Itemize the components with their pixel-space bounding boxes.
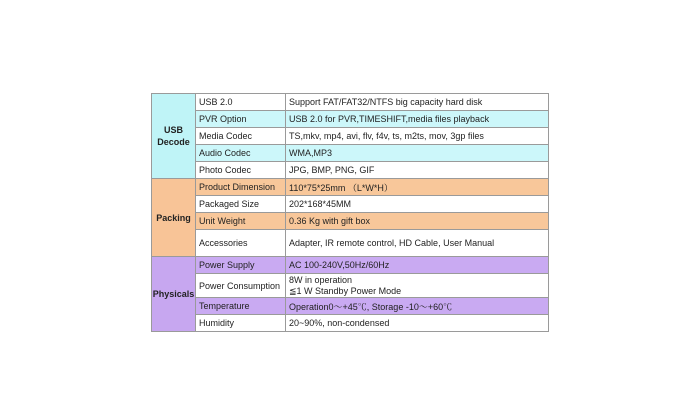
spec-row-power-supply	[152, 257, 549, 274]
spec-value: 202*168*45MM	[286, 196, 549, 213]
spec-label: Audio Codec	[196, 145, 286, 162]
spec-value: 0.36 Kg with gift box	[286, 213, 549, 230]
spec-label: USB 2.0	[196, 94, 286, 111]
spec-value: 20~90%, non-condensed	[286, 315, 549, 332]
spec-row-pvr-option	[152, 111, 549, 128]
category-physicals: Physicals	[152, 257, 196, 332]
spec-row-photo-codec	[152, 162, 549, 179]
spec-label: Photo Codec	[196, 162, 286, 179]
spec-value-line-2: ≦1 W Standby Power Mode	[289, 285, 402, 296]
spec-label: Power Consumption	[196, 274, 286, 298]
spec-label: Temperature	[196, 298, 286, 315]
spec-row-temperature	[152, 298, 549, 315]
spec-label: Humidity	[196, 315, 286, 332]
spec-label: Unit Weight	[196, 213, 286, 230]
spec-value	[286, 274, 549, 298]
spec-label: Media Codec	[196, 128, 286, 145]
spec-row-unit-weight	[152, 213, 549, 230]
spec-row-humidity	[152, 315, 549, 332]
spec-value: AC 100-240V,50Hz/60Hz	[286, 257, 549, 274]
spec-row-product-dimension	[152, 179, 549, 196]
spec-label: PVR Option	[196, 111, 286, 128]
spec-row-media-codec	[152, 128, 549, 145]
spec-row-power-consumption	[152, 274, 549, 298]
spec-row-audio-codec	[152, 145, 549, 162]
spec-row-usb-2-0	[152, 94, 549, 111]
category-usb-decode: USB Decode	[152, 94, 196, 179]
spec-label: Product Dimension	[196, 179, 286, 196]
spec-value: Support FAT/FAT32/NTFS big capacity hard disk	[286, 94, 549, 111]
spec-value: TS,mkv, mp4, avi, flv, f4v, ts, m2ts, mov, 3gp files	[286, 128, 549, 145]
spec-value: WMA,MP3	[286, 145, 549, 162]
spec-value: 110*75*25mm （L*W*H）	[286, 179, 549, 196]
spec-label: Power Supply	[196, 257, 286, 274]
spec-row-packaged-size	[152, 196, 549, 213]
spec-value: Operation0～+45℃, Storage -10～+60℃	[286, 298, 549, 315]
category-packing: Packing	[152, 179, 196, 257]
spec-value-line-1: 8W in operation	[289, 274, 353, 285]
spec-value: JPG, BMP, PNG, GIF	[286, 162, 549, 179]
spec-table	[151, 93, 549, 332]
spec-row-accessories	[152, 230, 549, 257]
spec-value: Adapter, IR remote control, HD Cable, User Manual	[286, 230, 549, 257]
spec-value: USB 2.0 for PVR,TIMESHIFT,media files playback	[286, 111, 549, 128]
spec-label: Accessories	[196, 230, 286, 257]
spec-label: Packaged Size	[196, 196, 286, 213]
